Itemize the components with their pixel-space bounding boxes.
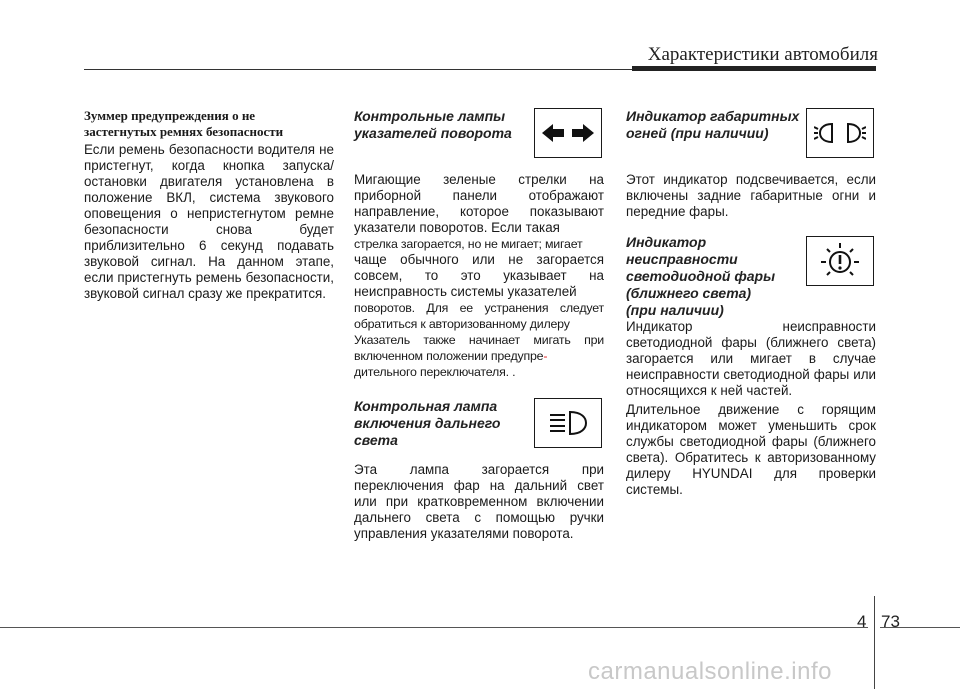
- high-beam-text: Эта лампа загорается при переключения фар на дальний свет или при кратковременном включении дальнего света с помощью ручки управления указателями поворота.: [354, 462, 604, 541]
- turn-signal-header: [354, 108, 604, 162]
- page-number: 73: [881, 612, 900, 631]
- header-rule-accent: [632, 66, 876, 71]
- turn-signal-heading: Контрольные лампы указателей поворота: [354, 108, 512, 141]
- seatbelt-heading: Зуммер предупреждения о не застегнутых ремнях безопасности: [84, 108, 284, 139]
- led-warning-text-2: Длительное движение с горящим индикатором может уменьшить срок службы светодиодной фары (ближнего света). Обратитесь к авторизованному дилеру HYUNDAI для проверки системы.: [626, 402, 876, 497]
- position-lamp-icon: [806, 108, 874, 158]
- chapter-number: 4: [857, 612, 867, 631]
- turn-signal-text-2: стрелка загорается, но не мигает; мигает: [354, 237, 583, 251]
- turn-signal-text-1: Мигающие зеленые стрелки на приборной панели отображают направление, которое показывают указатели поворотов. Если такая: [354, 172, 604, 235]
- high-beam-icon: [534, 398, 602, 448]
- column-seatbelt: [84, 108, 334, 302]
- position-lamp-heading: Индикатор габаритных огней (при наличии): [626, 108, 800, 141]
- led-warning-text-1: Индикатор неисправности светодиодной фары (ближнего света) загорается или мигает в случае неисправности светодиодной фары или относящихся к ней частей.: [626, 319, 876, 398]
- turn-signal-text-3: чаще обычного или не загорается совсем, то это указывает на неисправность системы указателей: [354, 252, 604, 299]
- led-headlamp-warning-icon: [806, 236, 874, 286]
- high-beam-header: [354, 398, 604, 452]
- section-title: Характеристики автомобиля: [647, 44, 878, 65]
- position-lamp-header: [626, 108, 876, 162]
- position-lamp-text: Этот индикатор подсвечивается, если включены задние габаритные огни и передние фары.: [626, 172, 876, 219]
- crop-mark: [874, 596, 875, 689]
- turn-signal-arrows-icon: [534, 108, 602, 158]
- watermark: carmanualsonline.info: [588, 658, 832, 685]
- high-beam-heading: Контрольная лампа включения дальнего света: [354, 398, 501, 448]
- led-warning-heading: Индикатор неисправности светодиодной фары (ближнего света) (при наличии): [626, 234, 776, 318]
- column-position-led: [626, 108, 876, 498]
- led-warning-header: [626, 234, 876, 319]
- turn-signal-text-4: поворотов. Для ее устранения следует обратиться к авторизованному дилеру: [354, 301, 604, 331]
- turn-signal-text-5: Указатель также начинает мигать при включенном положении предупре- дительного переключателя. .: [354, 333, 604, 379]
- column-turn-highbeam: [354, 108, 604, 542]
- seatbelt-body: Если ремень безопасности водителя не пристегнут, когда кнопка запуска/остановки двигателя установлена в положение ВКЛ, система звукового оповещения о непристегнутом ремне безопасности снова будет приблизительно 6 секунд подавать звуковой сигнал. На данном этапе, если пристегнуть ремень безопасности, звуковой сигнал сразу же прекратится.: [84, 142, 334, 301]
- footer-rule: [0, 627, 868, 628]
